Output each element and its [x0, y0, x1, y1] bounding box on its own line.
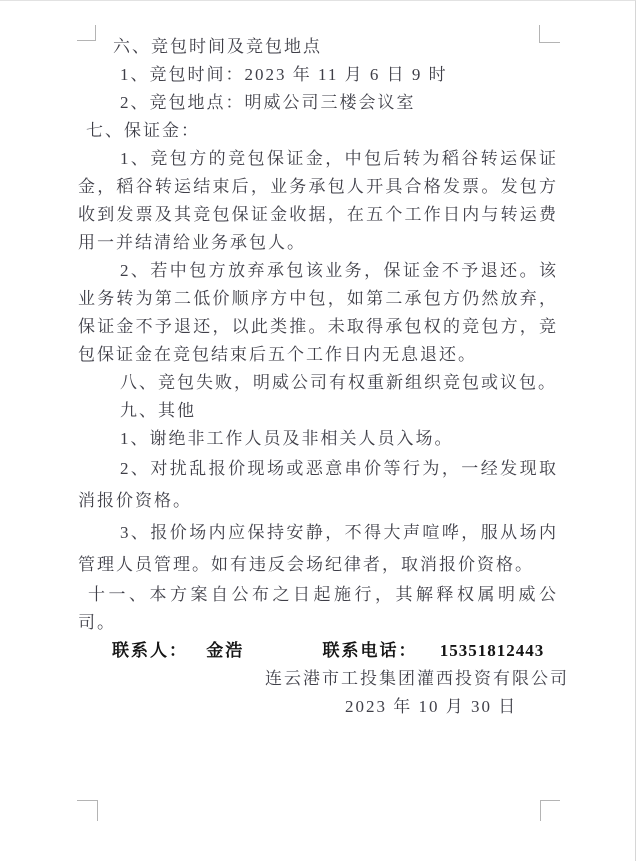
section-6-item-1: 1、竞包时间：2023 年 11 月 6 日 9 时 — [120, 65, 448, 84]
contact-row — [78, 637, 558, 665]
contact-phone-label: 联系电话： — [322, 641, 418, 660]
section-9-item-2: 2、对扰乱报价现场或恶意串价等行为，一经发现取消报价资格。 — [78, 459, 558, 510]
section-6-item-2: 2、竞包地点：明威公司三楼会议室 — [120, 93, 416, 112]
section-7-paragraph-1: 1、竞包方的竞包保证金，中包后转为稻谷转运保证金，稻谷转运结束后，业务承包人开具合格发票。发包方收到发票及其竞包保证金收据，在五个工作日内与转运费用一并结清给业务承包人。 — [78, 149, 558, 252]
section-6-heading: 六、竞包时间及竞包地点 — [113, 37, 322, 56]
section-9-item-1: 1、谢绝非工作人员及非相关人员入场。 — [120, 429, 454, 448]
crop-mark-bottom-right — [540, 800, 560, 821]
section-11-line: 十一、本方案自公布之日起施行，其解释权属明威公司。 — [78, 585, 558, 632]
section-9-item-3: 3、报价场内应保持安静，不得大声喧哗，服从场内管理人员管理。如有违反会场纪律者，取消报价资格。 — [78, 523, 558, 574]
section-9-heading: 九、其他 — [120, 401, 196, 420]
document-body — [78, 33, 569, 721]
section-7-heading: 七、保证金： — [86, 121, 200, 140]
contact-name-value: 金浩 — [206, 641, 245, 660]
section-7-paragraph-2: 2、若中包方放弃承包该业务，保证金不予退还。该业务转为第二低价顺序方中包，如第二承包方仍然放弃，保证金不予退还，以此类推。未取得承包权的竞包方，竞包保证金在竞包结束后五个工作日内无息退还。 — [78, 261, 558, 364]
signature-date: 2023 年 10 月 30 日 — [345, 697, 518, 716]
contact-phone-value: 15351812443 — [439, 641, 545, 660]
signature-company: 连云港市工投集团灌西投资有限公司 — [265, 669, 569, 688]
crop-mark-bottom-left — [77, 800, 98, 821]
contact-name-label: 联系人： — [112, 641, 188, 660]
section-8-line: 八、竞包失败，明威公司有权重新组织竞包或议包。 — [120, 373, 557, 392]
